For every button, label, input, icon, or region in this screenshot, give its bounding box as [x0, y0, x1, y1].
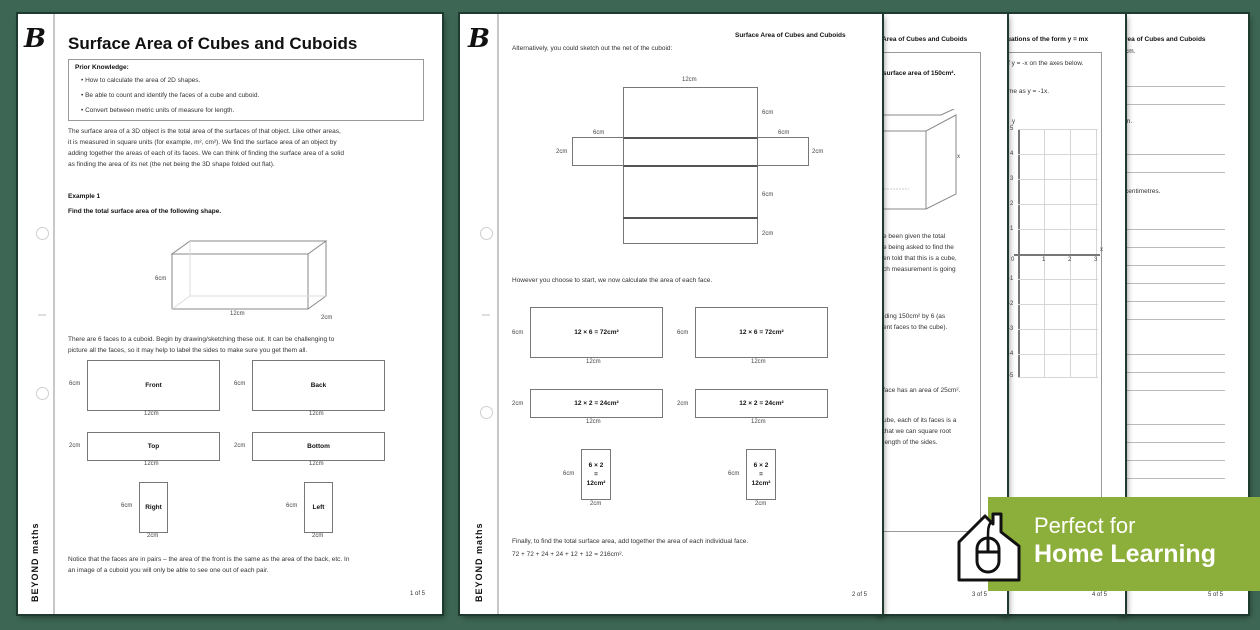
face-side-label: 6cm [512, 330, 524, 336]
face-side-label: 6cm [69, 381, 81, 387]
page-number: 5 of 5 [1208, 592, 1224, 598]
page3-line: that we can square root [883, 428, 951, 435]
face-side-label: 6cm [286, 503, 298, 509]
x-tick: 0 [1011, 257, 1015, 263]
page3-line: ent faces to the cube). [883, 324, 948, 331]
final-text: Finally, to find the total surface area, add together the area of each individual face. [512, 538, 749, 545]
y-tick: 4 [1010, 151, 1014, 157]
cuboid-depth-label: 2cm [321, 315, 333, 321]
page3-line: ch measurement is going [883, 266, 956, 273]
page-number: 2 of 5 [852, 592, 868, 598]
prior-knowledge-heading: Prior Knowledge: [75, 64, 129, 71]
face-side-label: 6cm [563, 471, 575, 477]
cube-side-label: x [957, 154, 960, 160]
y-tick: 3 [1010, 176, 1014, 182]
notice-text: Notice that the faces are in pairs – the area of the front is the same as the area of the back, etc. In [68, 556, 350, 563]
face-bottom-label: 2cm [147, 533, 159, 539]
face-front: Front [87, 360, 220, 411]
coordinate-grid [1008, 119, 1103, 379]
calc-result: 12cm² [751, 480, 771, 487]
faces-text: There are 6 faces to a cuboid. Begin by drawing/sketching these out. It can be challenging to [68, 336, 335, 343]
face-bottom-label: 12cm [586, 359, 601, 365]
x-tick: 2 [1068, 257, 1072, 263]
page2-header: Surface Area of Cubes and Cuboids [735, 32, 846, 39]
face-bottom-label: 12cm [144, 411, 159, 417]
x-tick: 1 [1042, 257, 1046, 263]
binder-hole [480, 227, 493, 240]
prior-knowledge-box [68, 59, 424, 121]
calc-face: 12 × 2 = 24cm² [530, 389, 663, 418]
alt-text: Alternatively, you could sketch out the net of the cuboid: [512, 45, 673, 52]
beyond-logo: B [468, 24, 490, 54]
calc-expr: 6 × 2 [588, 462, 604, 469]
y-tick: -3 [1008, 326, 1014, 332]
binder-hole [36, 387, 49, 400]
face-bottom-label: 2cm [312, 533, 324, 539]
page3-line: face has an area of 25cm². [883, 387, 961, 394]
face-side-label: 6cm [234, 381, 246, 387]
house-mouse-icon [955, 508, 1023, 584]
net-label: 6cm [593, 130, 605, 136]
net-label: 12cm [682, 77, 697, 83]
face-side-label: 6cm [121, 503, 133, 509]
face-side-label: 2cm [677, 401, 689, 407]
net-label: 6cm [778, 130, 790, 136]
calc-face: 12 × 6 = 72cm² [530, 307, 663, 358]
cuboid-diagram [168, 239, 333, 314]
face-bottom: Bottom [252, 432, 385, 461]
intro-line: it is measured in square units (for example, m², cm²). We find the surface area of an object by [68, 139, 337, 146]
y-tick: 5 [1010, 126, 1014, 132]
net-label: 2cm [762, 231, 774, 237]
beyond-brand: BEYOND maths [474, 522, 484, 602]
beyond-brand: BEYOND maths [30, 522, 40, 602]
calc-eq: = [594, 471, 598, 478]
prior-item: • Convert between metric units of measure for length. [81, 107, 235, 114]
face-side-label: 6cm [677, 330, 689, 336]
intro-line: as finding the area of its net (the net being the 3D shape folded out flat). [68, 161, 275, 168]
y-tick: -5 [1008, 373, 1014, 379]
page5-line: cm. [1125, 48, 1136, 55]
intro-line: The surface area of a 3D object is the total area of the surfaces of that object. Like other areas, [68, 128, 341, 135]
banner-line1: Perfect for [1034, 513, 1136, 538]
page3-line: length of the sides. [883, 439, 938, 446]
face-bottom-label: 2cm [755, 501, 767, 507]
face-bottom-label: 12cm [309, 461, 324, 467]
binder-hole [480, 406, 493, 419]
face-bottom-label: 2cm [590, 501, 602, 507]
page3-line: iding 150cm² by 6 (as [883, 313, 946, 320]
calc-eq: = [759, 471, 763, 478]
cube-diagram [881, 109, 971, 219]
face-bottom-label: 12cm [586, 419, 601, 425]
y-tick: -4 [1008, 351, 1014, 357]
page3-line: en told that this is a cube, [883, 255, 957, 262]
calc-result: 12cm² [586, 480, 606, 487]
page4-line: me as y = -1x. [1008, 88, 1049, 95]
example-heading: Example 1 [68, 193, 101, 200]
y-axis-label: y [1012, 119, 1015, 125]
y-tick: -1 [1008, 276, 1014, 282]
page-title: Surface Area of Cubes and Cuboids [68, 34, 358, 53]
page3-line: surface area of 150cm². [883, 70, 956, 77]
intro-line: adding together the areas of each of its faces. We can think of finding the surface area of a solid [68, 150, 344, 157]
calc-face [581, 449, 611, 500]
cuboid-length-label: 12cm [230, 311, 245, 317]
calc-intro: However you choose to start, we now calculate the area of each face. [512, 277, 713, 284]
face-side-label: 2cm [512, 401, 524, 407]
face-side-label: 2cm [69, 443, 81, 449]
x-axis-label: x [1100, 247, 1103, 253]
banner-line2: Home Learning [1034, 540, 1216, 568]
page5-line: m. [1125, 118, 1133, 125]
page-number: 4 of 5 [1092, 592, 1108, 598]
faces-text: picture all the faces, so it may help to label the sides to make sure you get them all. [68, 347, 308, 354]
face-back: Back [252, 360, 385, 411]
page3-line: e been given the total [883, 233, 946, 240]
notice-text: an image of a cuboid you will only be able to see one out of each pair. [68, 567, 269, 574]
worksheet-page-2 [460, 14, 882, 614]
page4-header: uations of the form y = mx [1007, 36, 1089, 43]
worksheet-page-1 [18, 14, 442, 614]
y-tick: -2 [1008, 301, 1014, 307]
face-bottom-label: 12cm [144, 461, 159, 467]
calc-expr: 6 × 2 [753, 462, 769, 469]
face-bottom-label: 12cm [751, 419, 766, 425]
calc-face: 12 × 2 = 24cm² [695, 389, 828, 418]
face-bottom-label: 12cm [751, 359, 766, 365]
net-label: 2cm [812, 149, 824, 155]
y-tick: 1 [1010, 226, 1014, 232]
page3-line: ube, each of its faces is a [883, 417, 957, 424]
face-bottom-label: 12cm [309, 411, 324, 417]
final-sum: 72 + 72 + 24 + 24 + 12 + 12 = 216cm². [512, 551, 624, 558]
prior-item: • How to calculate the area of 2D shapes. [81, 77, 201, 84]
page5-header: rea of Cubes and Cuboids [1125, 36, 1206, 43]
net-label: 6cm [762, 192, 774, 198]
y-tick: 2 [1010, 201, 1014, 207]
face-top: Top [87, 432, 220, 461]
calc-face: 12 × 6 = 72cm² [695, 307, 828, 358]
prior-item: • Be able to count and identify the faces of a cube and cuboid. [81, 92, 260, 99]
page3-line: e being asked to find the [883, 244, 954, 251]
net-label: 6cm [762, 110, 774, 116]
cuboid-height-label: 6cm [155, 276, 167, 282]
page5-line: centimetres. [1125, 188, 1161, 195]
page-number: 1 of 5 [410, 591, 426, 597]
net-label: 2cm [556, 149, 568, 155]
face-right: Right [139, 482, 168, 533]
binder-hole [36, 227, 49, 240]
face-left: Left [304, 482, 333, 533]
face-side-label: 2cm [234, 443, 246, 449]
example-prompt: Find the total surface area of the following shape. [68, 208, 222, 215]
face-side-label: 6cm [728, 471, 740, 477]
page-number: 3 of 5 [972, 592, 988, 598]
beyond-logo: B [24, 24, 46, 54]
page4-line: f y = -x on the axes below. [1008, 60, 1084, 67]
x-tick: 3 [1094, 257, 1098, 263]
page3-header: Area of Cubes and Cuboids [882, 36, 968, 43]
calc-face [746, 449, 776, 500]
